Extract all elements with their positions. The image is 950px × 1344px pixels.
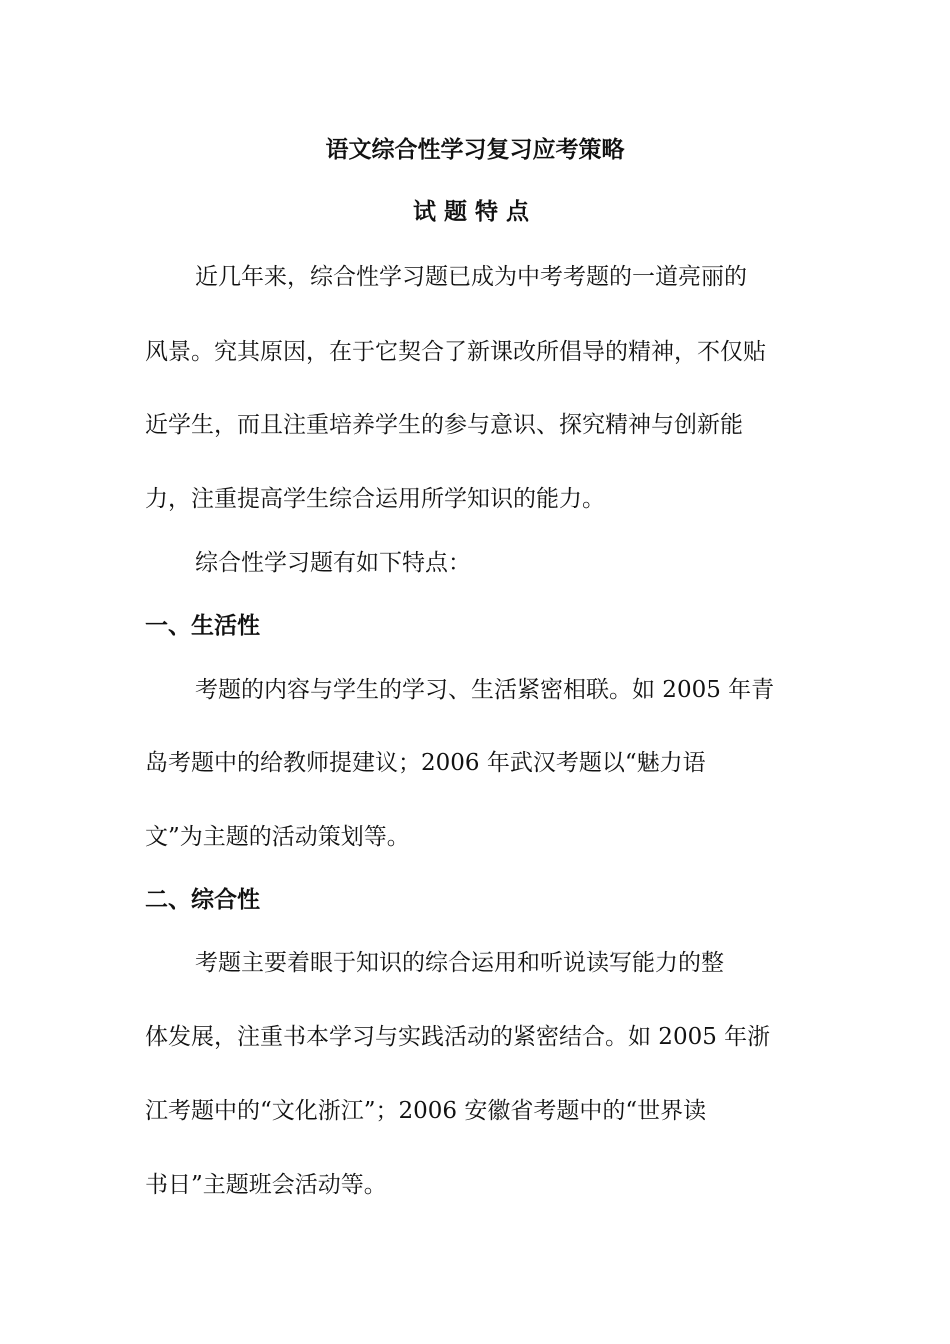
intro-line-1: 近几年来，综合性学习题已成为中考考题的一道亮丽的	[195, 264, 747, 290]
section-heading-1: 一、生活性	[145, 613, 260, 639]
section-1-line-3: 文”为主题的活动策划等。	[145, 824, 410, 850]
page-title: 语文综合性学习复习应考策略	[325, 137, 625, 163]
intro-line-3: 近学生，而且注重培养学生的参与意识、探究精神与创新能	[145, 412, 743, 438]
section-2-line-4: 书日”主题班会活动等。	[145, 1172, 387, 1198]
intro-line-2: 风景。究其原因，在于它契合了新课改所倡导的精神，不仅贴	[145, 339, 766, 365]
section-1-line-1: 考题的内容与学生的学习、生活紧密相联。如 2005 年青	[195, 677, 775, 703]
page-subtitle: 试题特点	[413, 199, 537, 225]
section-2-line-1: 考题主要着眼于知识的综合运用和听说读写能力的整	[195, 950, 724, 976]
section-heading-2: 二、综合性	[145, 887, 260, 913]
section-1-line-2: 岛考题中的给教师提建议；2006 年武汉考题以“魅力语	[145, 750, 706, 776]
intro-line-4: 力，注重提高学生综合运用所学知识的能力。	[145, 486, 605, 512]
section-2-line-2: 体发展，注重书本学习与实践活动的紧密结合。如 2005 年浙	[145, 1024, 771, 1050]
section-2-line-3: 江考题中的“文化浙江”；2006 安徽省考题中的“世界读	[145, 1098, 707, 1124]
intro-lead: 综合性学习题有如下特点：	[195, 550, 471, 576]
